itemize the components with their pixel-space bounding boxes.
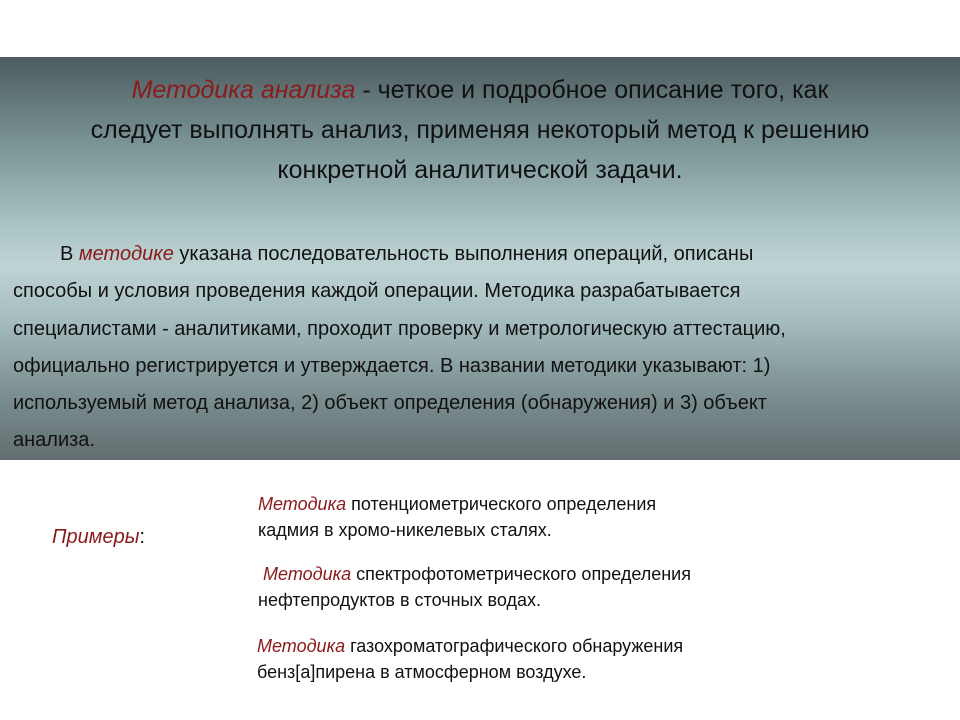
definition-line-1 <box>0 70 960 110</box>
definition-line-3: конкретной аналитической задачи. <box>277 156 683 184</box>
paragraph-line-2: способы и условия проведения каждой операции. Методика разрабатывается <box>13 280 741 303</box>
example-item-3-text: газохроматографического обнаружения <box>345 636 684 656</box>
example-item-2-line-1 <box>258 561 691 587</box>
paragraph-line-1-text: указана последовательность выполнения операций, описаны <box>173 243 754 265</box>
examples-label <box>52 526 145 549</box>
example-item-1-line-2: кадмия в хромо-никелевых сталях. <box>258 520 552 540</box>
paragraph-term: методике <box>78 243 174 265</box>
example-item-1 <box>258 491 656 543</box>
paragraph-line-4: официально регистрируется и утверждается. В названии методики указывают: 1) <box>13 354 771 377</box>
examples-label-colon: : <box>139 526 145 548</box>
example-item-3-term: Методика <box>257 636 346 656</box>
example-item-2 <box>258 561 691 613</box>
example-item-3-line-2: бенз[а]пирена в атмосферном воздухе. <box>257 662 587 682</box>
paragraph-line-5: используемый метод анализа, 2) объект определения (обнаружения) и 3) объект <box>13 392 767 415</box>
paragraph-line-1 <box>13 236 953 273</box>
definition-term: Методика анализа <box>131 76 356 104</box>
paragraph-line-6: анализа. <box>13 429 95 452</box>
example-item-3 <box>257 633 683 685</box>
example-item-1-line-1 <box>258 491 656 517</box>
example-item-2-line-2: нефтепродуктов в сточных водах. <box>258 590 541 610</box>
methodology-paragraph <box>13 236 953 460</box>
definition-block <box>0 70 960 190</box>
definition-line-2: следует выполнять анализ, применяя некоторый метод к решению <box>90 116 870 144</box>
paragraph-line-3: специалистами - аналитиками, проходит проверку и метрологическую аттестацию, <box>13 317 786 340</box>
examples-label-text: Примеры <box>52 526 140 548</box>
paragraph-prefix: В <box>60 243 79 265</box>
definition-line-1-text: - четкое и подробное описание того, как <box>355 76 829 104</box>
example-item-2-text: спектрофотометрического определения <box>351 564 691 584</box>
example-item-2-term: Методика <box>263 564 352 584</box>
example-item-3-line-1 <box>257 633 683 659</box>
example-item-1-term: Методика <box>258 494 347 514</box>
example-item-1-text: потенциометрического определения <box>346 494 657 514</box>
